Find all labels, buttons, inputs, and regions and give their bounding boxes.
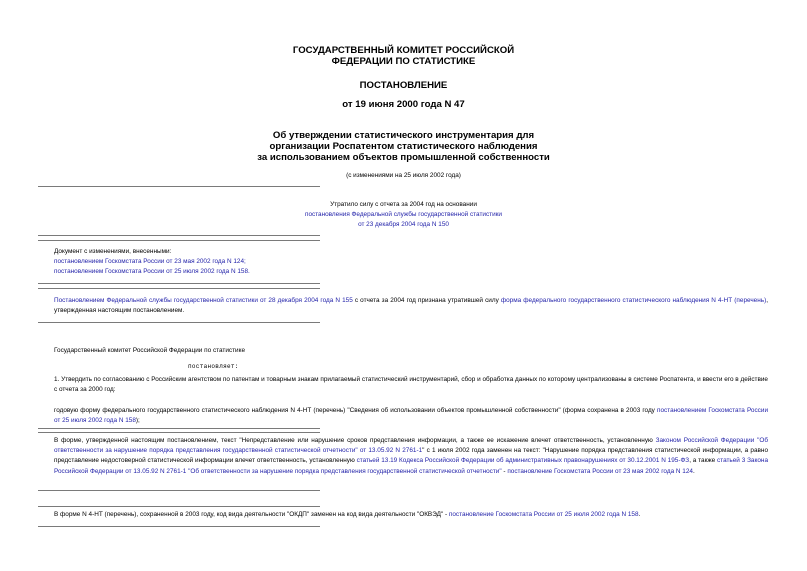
changes-link-2[interactable]: постановлением Госкомстата России от 25 июля 2002 года N 158. <box>54 268 250 275</box>
note-1-text-3: , а также <box>689 457 716 465</box>
note-1-end: . <box>692 467 695 475</box>
note-2-end: . <box>638 511 641 518</box>
paragraph-2-link[interactable]: постановлением Госкомстата России от 25 июля 2002 года N 158 <box>54 407 769 425</box>
changes-intro: Документ с изменениями, внесенными: <box>54 248 172 255</box>
document-type: ПОСТАНОВЛЕНИЕ <box>359 80 448 91</box>
lost-force-link-line1[interactable]: постановления Федеральной службы государственной статистики <box>304 211 503 218</box>
divider <box>38 235 320 236</box>
note-1-text-4: - <box>501 467 508 475</box>
note-1-link-3[interactable]: статьей 3 Закона Российской Федерации от 13.05.92 N 2761-1 "Об ответственности за нарушение порядка представления государственной статистической отчетности" <box>54 457 768 475</box>
divider <box>38 240 320 241</box>
note-1-text-2: " с 1 июля 2002 года заменен на текст: "Нарушение порядка представления статистической информации, а равно представление недостоверной статистической информации влечет ответственность, установленную <box>54 447 768 465</box>
resolves-word: постановляет: <box>188 363 239 370</box>
divider <box>38 432 320 433</box>
note-1-link-4[interactable]: постановление Госкомстата России от 23 мая 2002 года N 124 <box>507 467 693 475</box>
lost-force-text: Утратило силу с отчета за 2004 год на основании <box>330 201 477 208</box>
note-1-link-1[interactable]: Законом Российской Федерации "Об ответственности за нарушение порядка представления государственной статистической отчетности" от 13.05.92 N 2761-1 <box>54 437 768 455</box>
paragraph-2-text: годовую форму федерального государственного статистического наблюдения N 4-НТ (перечень) "Сведения об использовании объектов промышленной собственности" (форма сохранена в 2003 году <box>54 407 655 414</box>
changes-link-1[interactable]: постановлением Госкомстата России от 23 мая 2002 года N 124; <box>54 258 246 265</box>
document-title-line3: за использованием объектов промышленной собственности <box>257 152 550 163</box>
committee-name-line1: ГОСУДАРСТВЕННЫЙ КОМИТЕТ РОССИЙСКОЙ <box>292 45 515 56</box>
issuer-text: Государственный комитет Российской Федерации по статистике <box>54 347 246 354</box>
note-1-link-2[interactable]: статьей 13.19 Кодекса Российской Федерации об административных правонарушениях от 30.12.2001 N 195-ФЗ <box>356 457 690 465</box>
divider <box>38 490 320 491</box>
divider <box>38 283 320 284</box>
lost-force-link-line2[interactable]: от 23 декабря 2004 года N 150 <box>358 221 449 228</box>
invalidation-paragraph <box>54 296 768 316</box>
invalidation-link-2[interactable]: форма федерального государственного статистического наблюдения N 4-НТ (перечень) <box>500 297 767 304</box>
invalidation-link-1[interactable]: Постановлением Федеральной службы государственной статистики от 28 декабря 2004 года N 155 <box>54 297 353 304</box>
document-title-line1: Об утверждении статистического инструментария для <box>272 130 535 141</box>
note-2-text: В форме N 4-НТ (перечень), сохраненной в 2003 году, код вида деятельности "ОКДП" заменен на код вида деятельности "ОКВЭД" - <box>54 511 448 518</box>
divider <box>38 506 320 507</box>
paragraph-2-end: ); <box>135 417 140 425</box>
document-date-number: от 19 июня 2000 года N 47 <box>342 99 465 110</box>
paragraph-1: 1. Утвердить по согласованию с Российским агентством по патентам и товарным знакам прилагаемый статистический инструментарий, сбор и обработка данных по которому централизованы в системе Роспатента, и ввести его в действие с отчета за 2000 год: <box>54 376 768 394</box>
note-2 <box>54 510 768 520</box>
divider <box>38 288 320 289</box>
note-1-text-1: В форме, утвержденной настоящим постановлением, текст "Непредставление или нарушение сроков представления информации, а также ее искажение влечет ответственность, установленную <box>54 437 653 444</box>
note-2-link[interactable]: постановление Госкомстата России от 25 июля 2002 года N 158 <box>448 511 639 518</box>
note-1 <box>54 436 768 477</box>
document-title-line2: организации Роспатентом статистического наблюдения <box>269 141 538 152</box>
amendments-note: (с изменениями на 25 июля 2002 года) <box>346 172 461 179</box>
divider <box>38 526 320 527</box>
paragraph-2 <box>54 406 768 426</box>
invalidation-text-2: , утвержденная настоящим постановлением. <box>54 297 768 315</box>
divider <box>38 322 320 323</box>
committee-name-line2: ФЕДЕРАЦИИ ПО СТАТИСТИКЕ <box>331 56 476 67</box>
divider <box>38 428 320 429</box>
invalidation-text-1: с отчета за 2004 год признана утратившей силу <box>354 297 499 304</box>
divider <box>38 186 320 187</box>
